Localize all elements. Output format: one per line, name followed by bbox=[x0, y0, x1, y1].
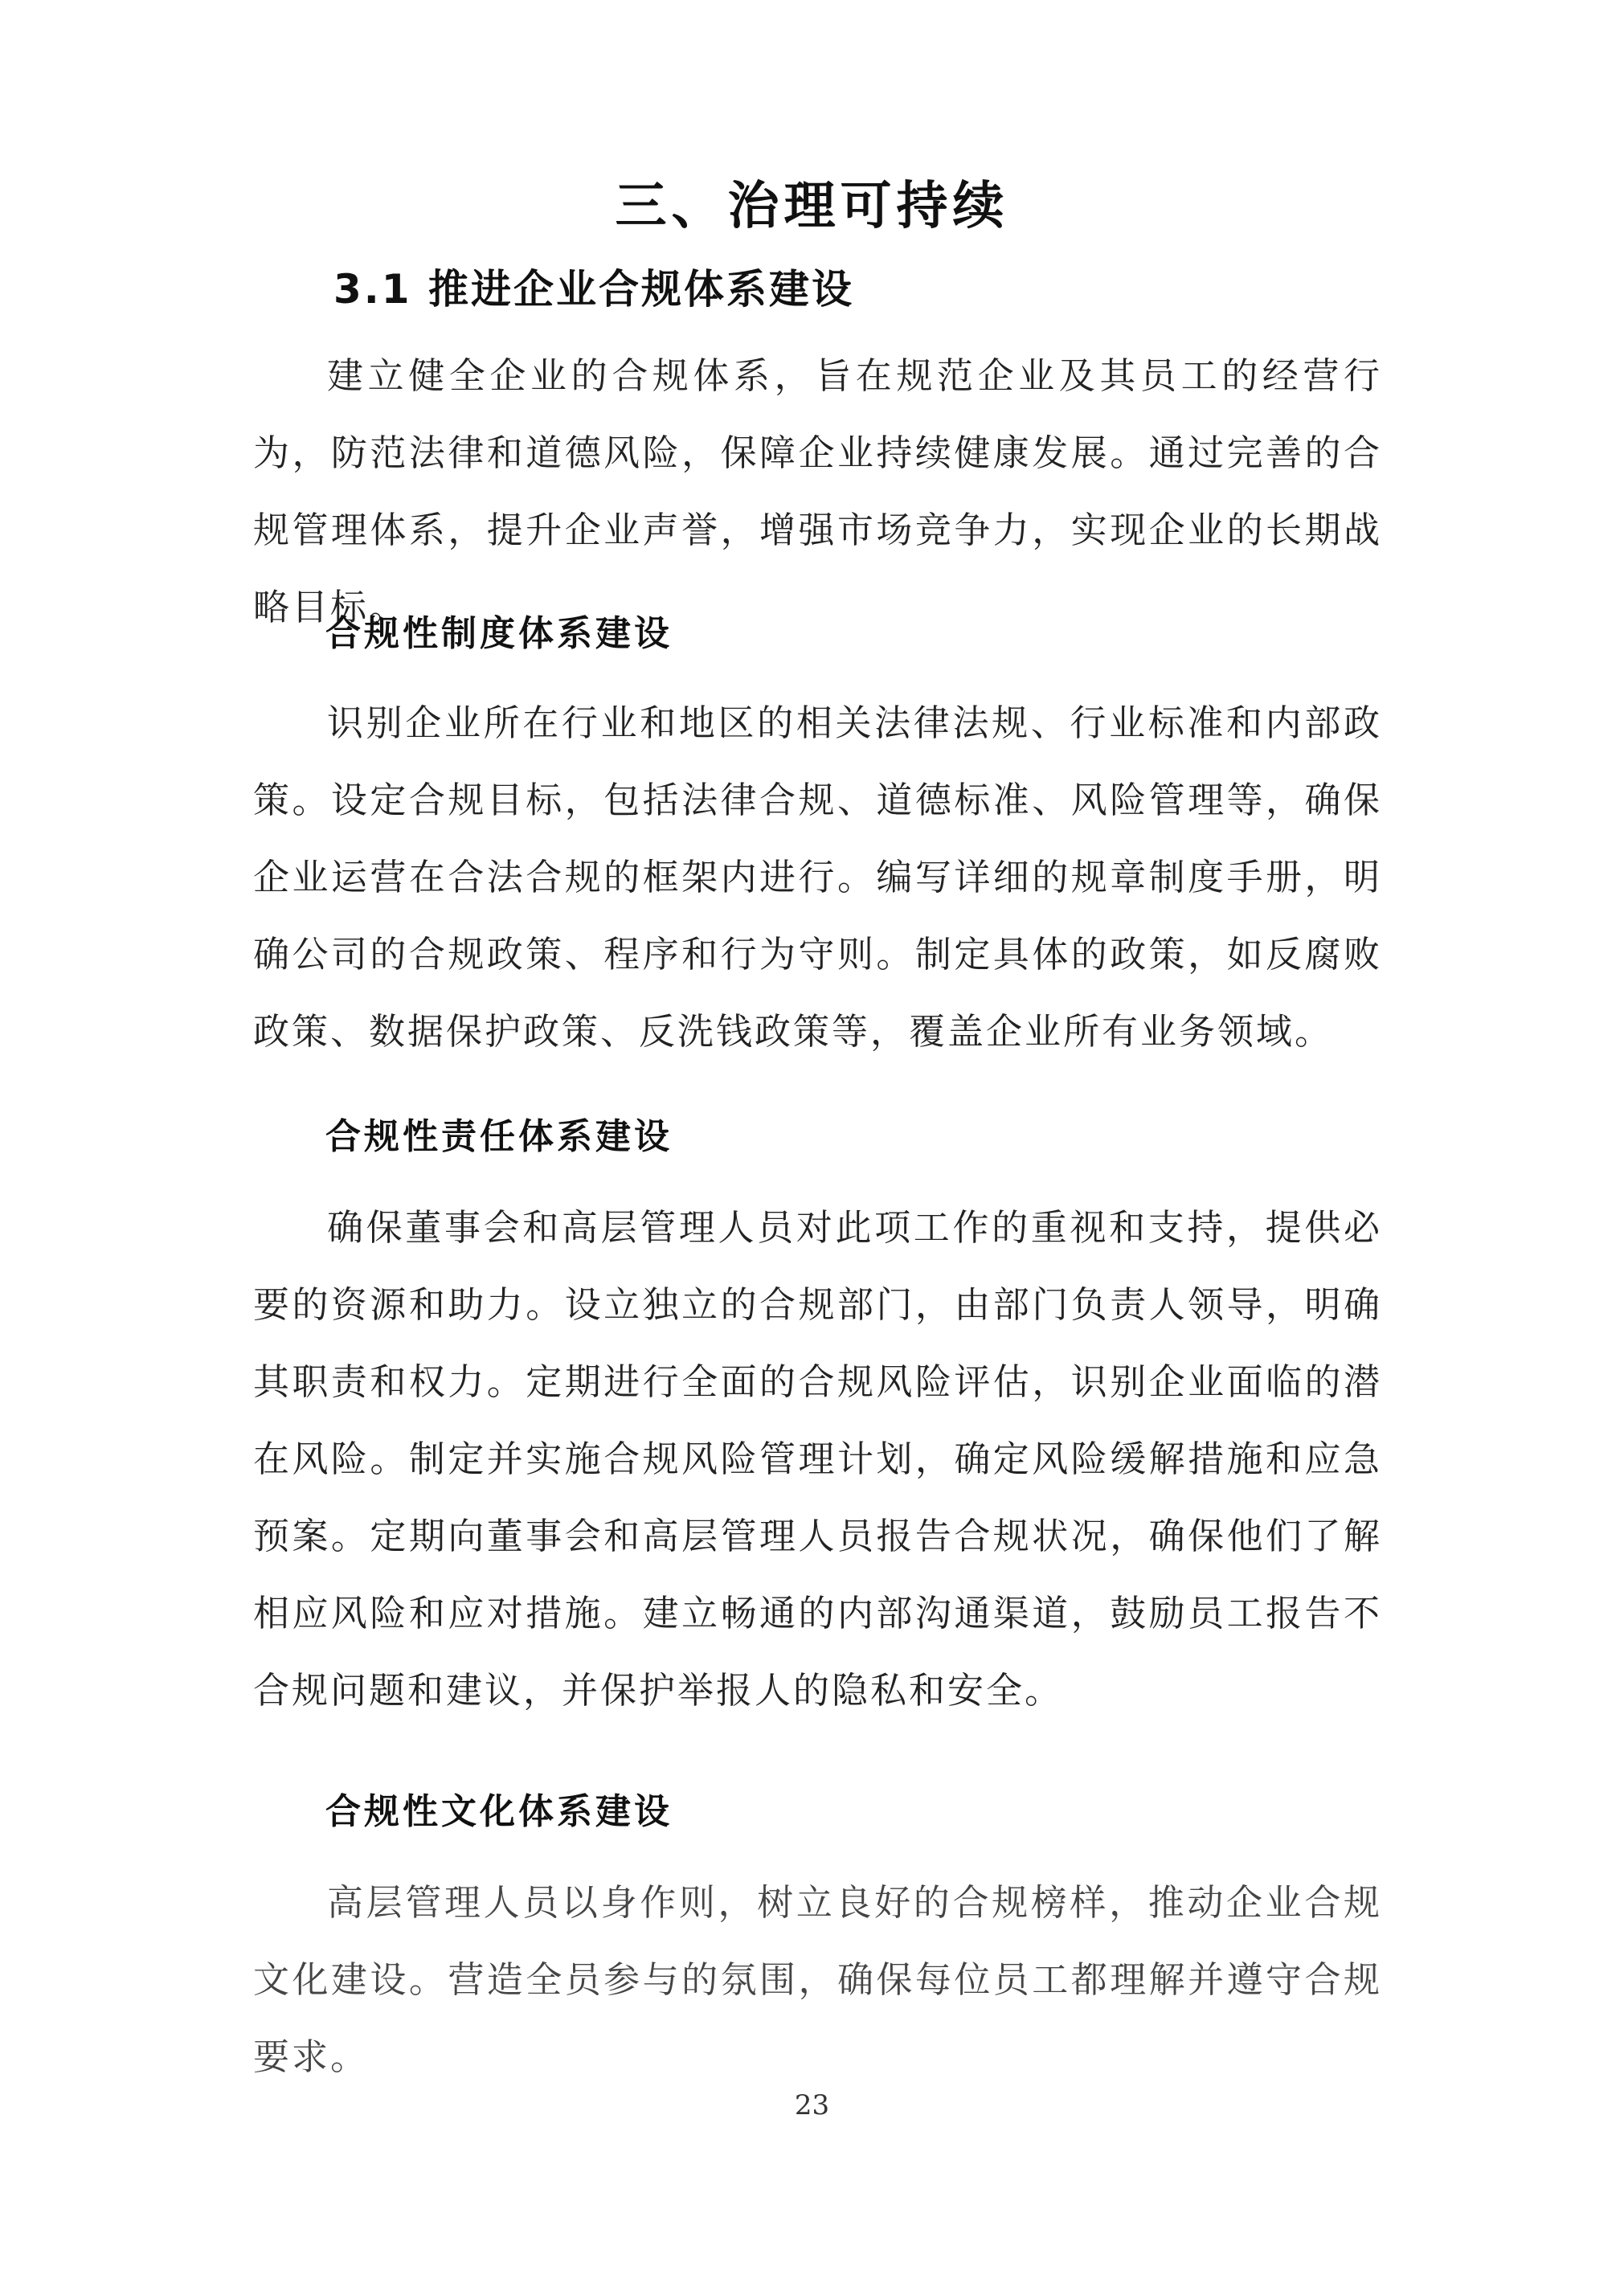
subsection-body-responsibility: 确保董事会和高层管理人员对此项工作的重视和支持，提供必要的资源和助力。设立独立的合规部门，由部门负责人领导，明确其职责和权力。定期进行全面的合规风险评估，识别企业面临的潜在风险。制定并实施合规风险管理计划，确定风险缓解措施和应急预案。定期向董事会和高层管理人员报告合规状况，确保他们了解相应风险和应对措施。建立畅通的内部沟通渠道，鼓励员工报告不合规问题和建议，并保护举报人的隐私和安全。 bbox=[253, 1206, 1382, 1712]
section-title: 3.1 推进企业合规体系建设 bbox=[333, 266, 854, 313]
page-number: 23 bbox=[794, 2089, 830, 2121]
intro-paragraph: 建立健全企业的合规体系，旨在规范企业及其员工的经营行为，防范法律和道德风险，保障企业持续健康发展。通过完善的合规管理体系，提升企业声誉，增强市场竞争力，实现企业的长期战略目标。 bbox=[253, 354, 1382, 628]
subsection-body-culture: 高层管理人员以身作则，树立良好的合规榜样，推动企业合规文化建设。营造全员参与的氛围，确保每位员工都理解并遵守合规要求。 bbox=[253, 1881, 1382, 2078]
chapter-title: 三、治理可持续 bbox=[615, 177, 1009, 236]
subsection-body-institution: 识别企业所在行业和地区的相关法律法规、行业标准和内部政策。设定合规目标，包括法律合规、道德标准、风险管理等，确保企业运营在合法合规的框架内进行。编写详细的规章制度手册，明确公司的合规政策、程序和行为守则。制定具体的政策，如反腐败政策、数据保护政策、反洗钱政策等，覆盖企业所有业务领域。 bbox=[253, 702, 1382, 1053]
subsection-heading-institution: 合规性制度体系建设 bbox=[325, 613, 673, 654]
subsection-heading-culture: 合规性文化体系建设 bbox=[325, 1791, 673, 1832]
subsection-heading-responsibility: 合规性责任体系建设 bbox=[325, 1116, 673, 1157]
